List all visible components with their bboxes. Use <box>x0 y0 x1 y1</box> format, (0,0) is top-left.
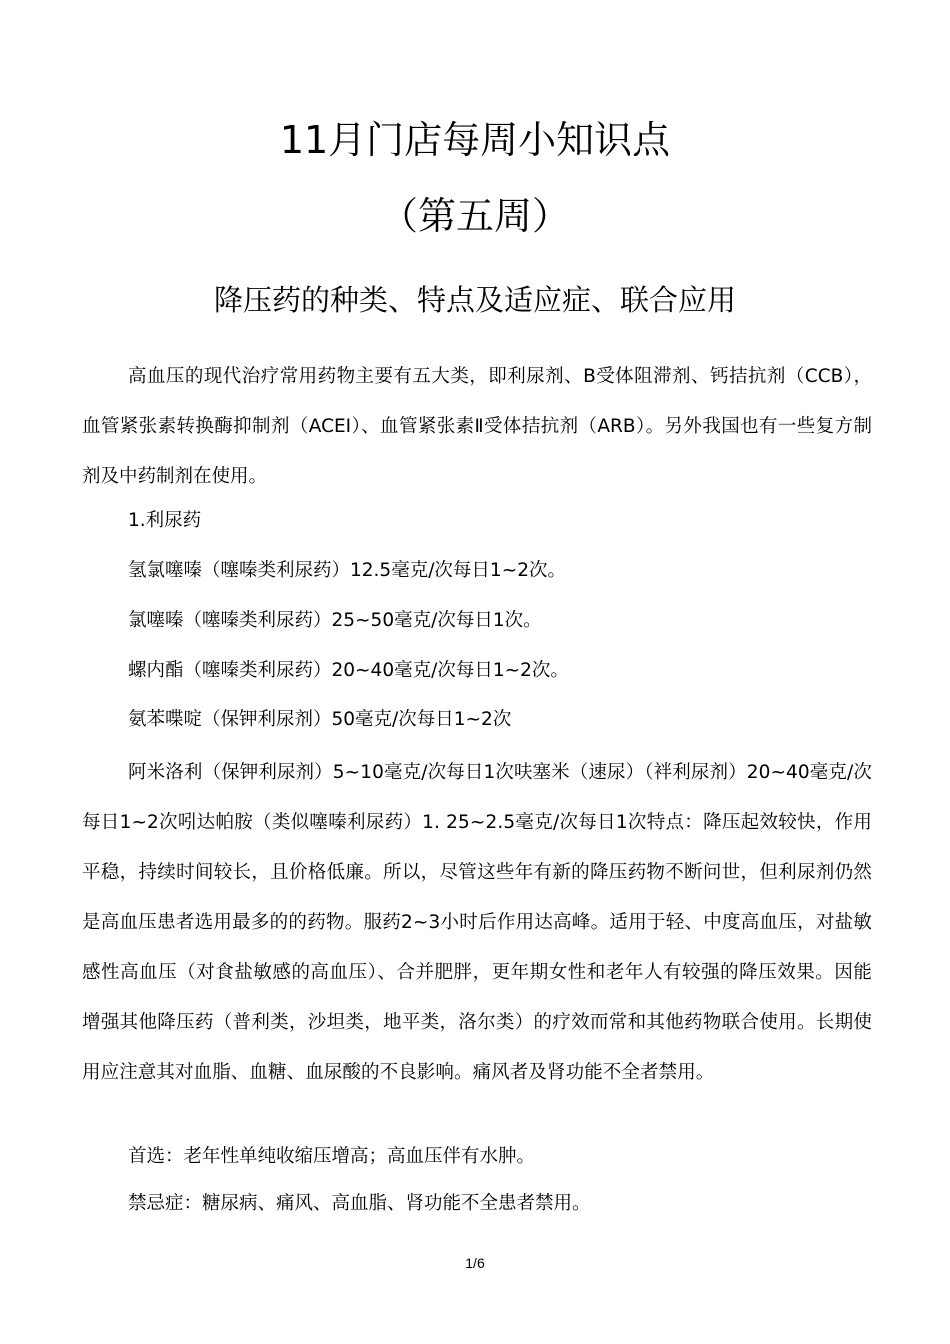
page-title: 11月门店每周小知识点 <box>279 118 671 162</box>
section-heading: 1.利尿药 <box>128 510 202 531</box>
drug-line: 螺内酯（噻嗪类利尿药）20~40毫克/次每日1~2次。 <box>128 660 569 681</box>
diuretic-details-paragraph: 阿米洛利（保钾利尿剂）5~10毫克/次每日1次呋塞米（速尿）（袢利尿剂）20~40毫克/次每日1~2次吲达帕胺（类似噻嗪利尿药）1. 25~2.5毫克/次每日1次特点：降压起效较快，作用平稳，持续时间较长，且价格低廉。所以，尽管这些年有新的降压药物不断问世，但利尿剂仍然是高血压患者选用最多的的药物。服药2~3小时后作用达高峰。适用于轻、中度高血压，对盐敏感性高血压（对食盐敏感的高血压）、合并肥胖，更年期女性和老年人有较强的降压效果。因能增强其他降压药（普利类，沙坦类，地平类，洛尔类）的疗效而常和其他药物联合使用。长期使用应注意其对血脂、血糖、血尿酸的不良影响。痛风者及肾功能不全者禁用。 <box>82 762 872 1083</box>
drug-line: 氢氯噻嗪（噻嗪类利尿药）12.5毫克/次每日1~2次。 <box>128 560 566 581</box>
page-title-week: （第五周） <box>379 194 570 238</box>
first-choice-line: 首选：老年性单纯收缩压增高；高血压伴有水肿。 <box>128 1146 536 1167</box>
page-number: 1/6 <box>465 1255 485 1271</box>
drug-line: 氨苯喋啶（保钾利尿剂）50毫克/次每日1~2次 <box>128 709 512 730</box>
section-subtitle: 降压药的种类、特点及适应症、联合应用 <box>213 283 736 317</box>
contraindication-line: 禁忌症：糖尿病、痛风、高血脂、肾功能不全患者禁用。 <box>128 1193 591 1214</box>
drug-line: 氯噻嗪（噻嗪类利尿药）25~50毫克/次每日1次。 <box>128 610 542 631</box>
intro-paragraph: 高血压的现代治疗常用药物主要有五大类，即利尿剂、B受体阻滞剂、钙拮抗剂（CCB），血管紧张素转换酶抑制剂（ACEI）、血管紧张素Ⅱ受体拮抗剂（ARB）。另外我国也有一些复方制剂及中药制剂在使用。 <box>82 366 872 487</box>
